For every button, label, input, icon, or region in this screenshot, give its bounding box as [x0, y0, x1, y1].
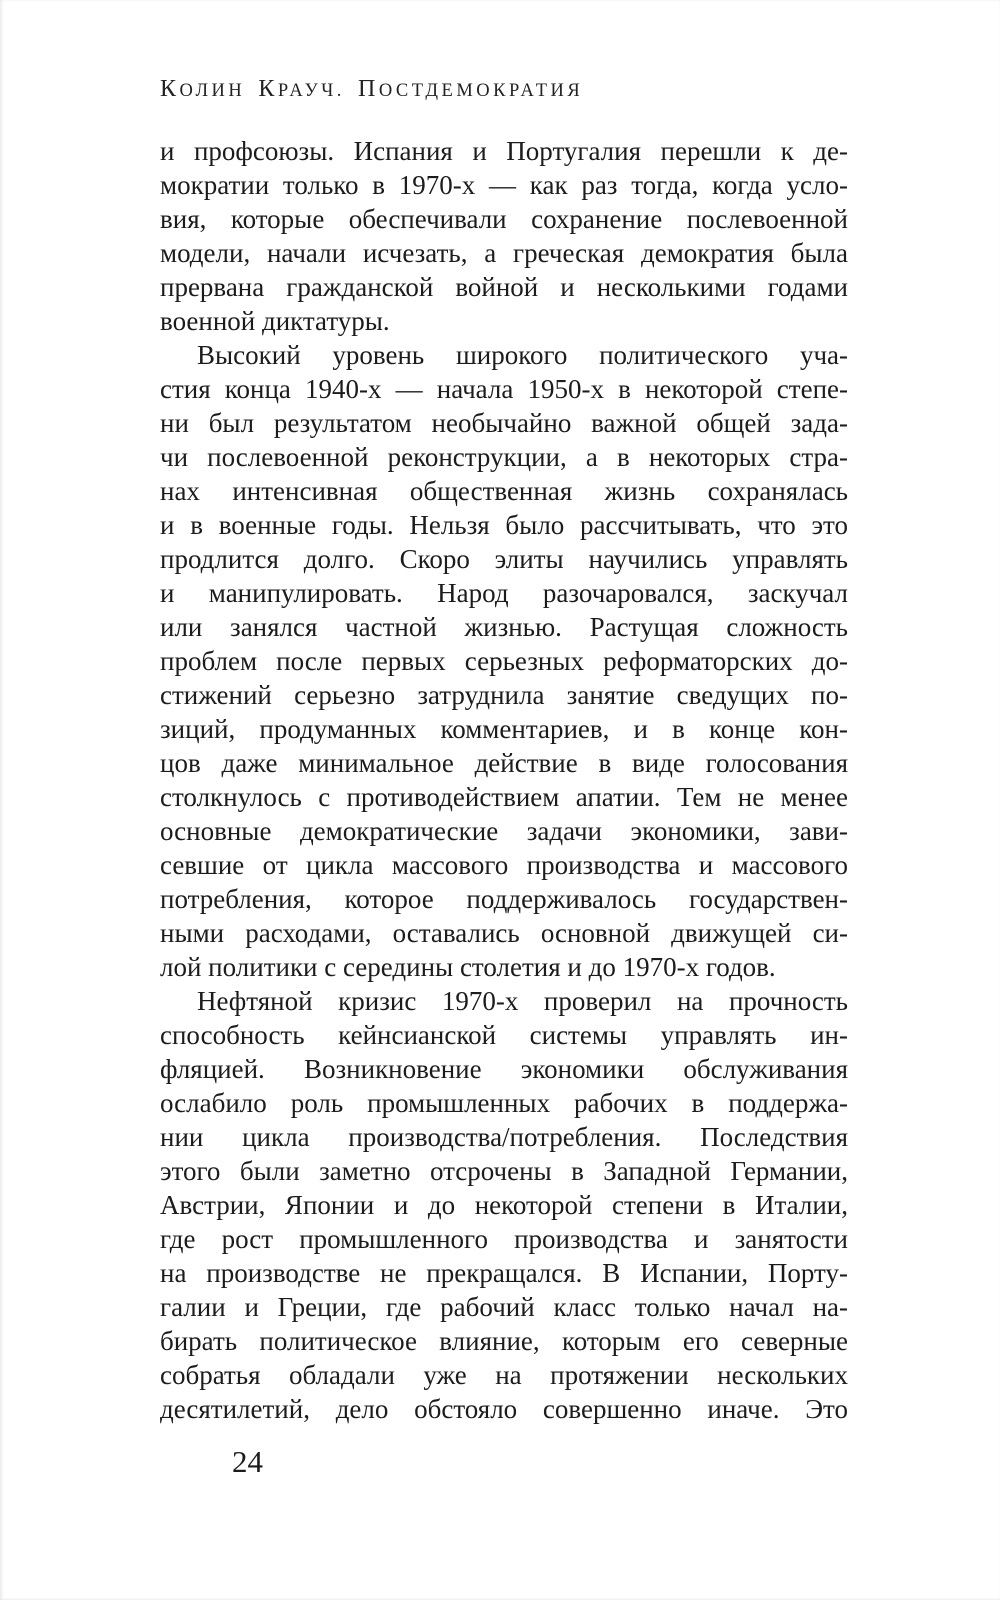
text-line: стижений серьезно затруднила занятие сведущих по- [160, 680, 848, 710]
text-line: галии и Греции, где рабочий класс только начал на- [160, 1292, 848, 1322]
text-line: вия, которые обеспечивали сохранение послевоенной [160, 204, 848, 234]
text-line: собратья обладали уже на протяжении нескольких [160, 1360, 848, 1390]
text-line: на производстве не прекращался. В Испании, Порту- [160, 1258, 848, 1288]
running-header: КОЛИН КРАУЧ. ПОСТДЕМОКРАТИЯ [160, 76, 584, 102]
text-line: десятилетий, дело обстояло совершенно иначе. Это [160, 1394, 848, 1424]
text-line: фляцией. Возникновение экономики обслуживания [160, 1054, 848, 1084]
text-line: бирать политическое влияние, которым его северные [160, 1326, 848, 1356]
text-line: и в военные годы. Нельзя было рассчитывать, что это [160, 510, 848, 540]
text-line: военной диктатуры. [160, 306, 390, 336]
text-line: столкнулось с противодействием апатии. Тем не менее [160, 782, 848, 812]
text-line: лой политики с середины столетия и до 1970-х годов. [160, 952, 776, 982]
text-line: ными расходами, оставались основной движущей си- [160, 918, 848, 948]
text-line: Австрии, Японии и до некоторой степени в Италии, [160, 1190, 848, 1220]
text-line: продлится долго. Скоро элиты научились управлять [160, 544, 848, 574]
text-line: нии цикла производства/потребления. Последствия [160, 1122, 848, 1152]
text-line: основные демократические задачи экономики, зави- [160, 816, 848, 846]
text-line: мократии только в 1970-х — как раз тогда, когда усло- [160, 170, 848, 200]
text-line: или занялся частной жизнью. Растущая сложность [160, 612, 848, 642]
paragraph [160, 338, 848, 984]
text-line: ни был результатом необычайно важной общей зада- [160, 408, 848, 438]
text-line: способность кейнсианской системы управлять ин- [160, 1020, 848, 1050]
page-body-text [160, 134, 848, 1426]
text-line: потребления, которое поддерживалось государствен- [160, 884, 848, 914]
text-line: Высокий уровень широкого политического уча- [197, 340, 848, 370]
text-line: проблем после первых серьезных реформаторских до- [160, 646, 848, 676]
page-number: 24 [232, 1444, 263, 1479]
text-line: модели, начали исчезать, а греческая демократия была [160, 238, 848, 268]
text-line: цов даже минимальное действие в виде голосования [160, 748, 848, 778]
text-line: и манипулировать. Народ разочаровался, заскучал [160, 578, 848, 608]
text-line: Нефтяной кризис 1970-х проверил на прочность [197, 986, 848, 1016]
text-line: этого были заметно отсрочены в Западной Германии, [160, 1156, 848, 1186]
text-line: прервана гражданской войной и несколькими годами [160, 272, 848, 302]
paragraph [160, 134, 848, 338]
text-line: севшие от цикла массового производства и массового [160, 850, 848, 880]
paragraph [160, 984, 848, 1426]
text-line: зиций, продуманных комментариев, и в конце кон- [160, 714, 848, 744]
text-line: и профсоюзы. Испания и Португалия перешли к де- [160, 136, 848, 166]
text-line: чи послевоенной реконструкции, а в некоторых стра- [160, 442, 848, 472]
text-line: где рост промышленного производства и занятости [160, 1224, 848, 1254]
text-line: ослабило роль промышленных рабочих в поддержа- [160, 1088, 848, 1118]
text-line: стия конца 1940-х — начала 1950-х в некоторой степе- [160, 374, 848, 404]
text-line: нах интенсивная общественная жизнь сохранялась [160, 476, 848, 506]
